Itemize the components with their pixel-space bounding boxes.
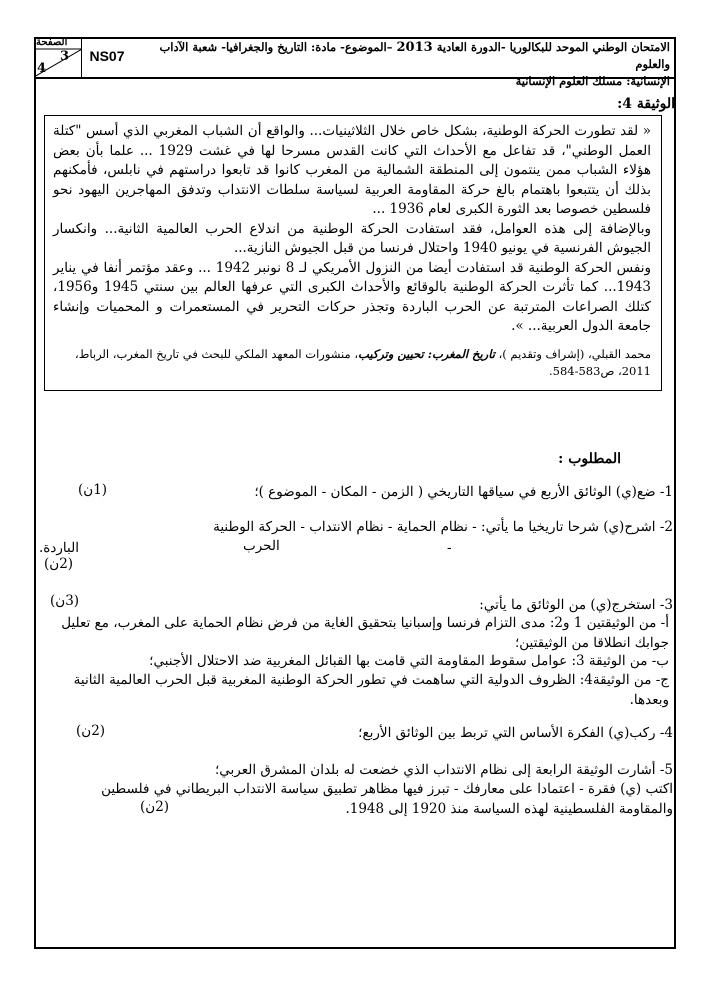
exam-header: [34, 37, 676, 88]
document-paragraph: « لقد تطورت الحركة الوطنية، بشكل خاص خلال الثلاثينيات... والواقع أن الشباب المغربي الذي أسس "كتلة العمل الوطني"، قد تفاعل مع الأحداث التي كانت القدس مسرحا لها في غشت 1929 ... علما بأن بعض هؤلاء الشباب ممن ينتمون إلى المنطقة الشمالية من المغرب كانوا قد تابعوا دراستهم في نابلس، فأمكنهم بذلك أن يتتبعوا باهتمام بالغ حركة المقاومة العربية لسياسة سلطات الانتداب وتدفق المهاجرين اليهود نحو فلسطين خصوصا بعد الثورة الكبرى لعام 1936 ...: [53, 123, 652, 217]
question-2: 2- اشرح(ي) شرحا تاريخيا ما يأتي: - نظام الحماية - نظام الانتداب - الحركة الوطنية: [213, 519, 673, 535]
source-book-title: تاريخ المغرب: تحيين وتركيب: [358, 347, 495, 361]
exam-code: NS07: [89, 48, 125, 64]
exam-title: [140, 39, 670, 90]
requirements-title: المطلوب :: [558, 451, 621, 467]
question-2-dash: -: [447, 540, 452, 556]
question-3-intro: 3- استخرج(ي) من الوثائق ما يأتي:: [479, 597, 673, 613]
question-5-intro: 5- أشارت الوثيقة الرابعة إلى نظام الانتداب الذي خضعت له بلدان المشرق العربي؛: [214, 762, 673, 778]
question-5-task: اكتب (ي) فقرة - اعتمادا على معارفك - تبرز فيها مظاهر تطبيق سياسة الانتداب البريطاني في فلسطين والمقاومة الفلسطينية لهذه السياسة منذ 1920 إلى 1948.: [101, 781, 673, 817]
question-1-points: (1ن): [78, 482, 108, 498]
question-4-points: (2ن): [76, 723, 106, 739]
exam-title-line-1: الامتحان الوطني الموحد للبكالوريا -الدورة العادية 2013 –الموضوع- مادة: التاريخ والجغرافيا- شعبة الآداب والعلوم: [159, 40, 670, 71]
document-title: الوثيقة 4:: [617, 96, 675, 112]
document-text: [53, 122, 651, 337]
document-paragraph: ونفس الحركة الوطنية قد استفادت أيضا من النزول الأمريكي لـ 8 نونبر 1942 ... وعقد مؤتمر أنفا في يناير 1943... كما تأثرت الحركة الوطنية بالوقائع والأحداث الكبرى التي عرفها العالم بين سنتي 1945 و1956، كتلك الصراعات المترتبة عن الحرب الباردة وتجذر حركات التحرير في المستعمرات و المحميات وإنشاء جامعة الدول العربية... ».: [53, 259, 652, 334]
question-2-war: الحرب: [243, 538, 280, 554]
document-source: محمد القبلي، (إشراف وتقديم )، تاريخ المغرب: تحيين وتركيب، منشورات المعهد الملكي للبحث في تاريخ المغرب، الرباط، 2011، ص583-584.: [75, 347, 651, 378]
page-number-box: [34, 37, 82, 77]
document-paragraph: وبالإضافة إلى هذه العوامل، فقد استفادت الحركة الوطنية من اندلاع الحرب العالمية الثانية... وانكسار الجيوش الفرنسية في يونيو 1940 واحتلال فرنسا من قبل الجيوش النازية...: [53, 220, 651, 256]
question-3-points: (3ن): [50, 593, 80, 609]
exam-year: 2013: [396, 40, 433, 55]
question-3-a: أ- من الوثيقتين 1 و2: مدى التزام فرنسا وإسبانيا بتحقيق الغاية من فرض نظام الحماية على المغرب، مع تعليل جوابك انطلاقا من الوثيقتين؛: [61, 615, 669, 651]
question-2-cold: الباردة.: [39, 540, 79, 556]
exam-title-line-2: الإنسانية: مسلك العلوم الإنسانية: [515, 74, 670, 88]
question-1: 1- ضع(ي) الوثائق الأربع في سياقها التاريخي ( الزمن - المكان - الموضوع )؛: [254, 484, 673, 500]
question-3-c: ج- من الوثيقة4: الظروف الدولية التي ساهمت في تطور الحركة الوطنية المغربية قبل الحرب العالمية الثانية وبعدها.: [73, 672, 669, 708]
question-3-b: ب- من الوثيقة 3: عوامل سقوط المقاومة التي قامت بها القبائل المغربية ضد الاحتلال الأجنبي؛: [149, 653, 669, 669]
page-number: 3: [60, 49, 70, 64]
page-total: 4: [37, 61, 47, 76]
question-5-points: (2ن): [140, 799, 170, 815]
document-box: [44, 115, 662, 391]
page-label: الصفحة: [36, 37, 68, 48]
question-4: 4- ركب(ي) الفكرة الأساس التي تربط بين الوثائق الأربع؛: [358, 725, 673, 741]
question-2-points: (2ن): [44, 556, 74, 572]
